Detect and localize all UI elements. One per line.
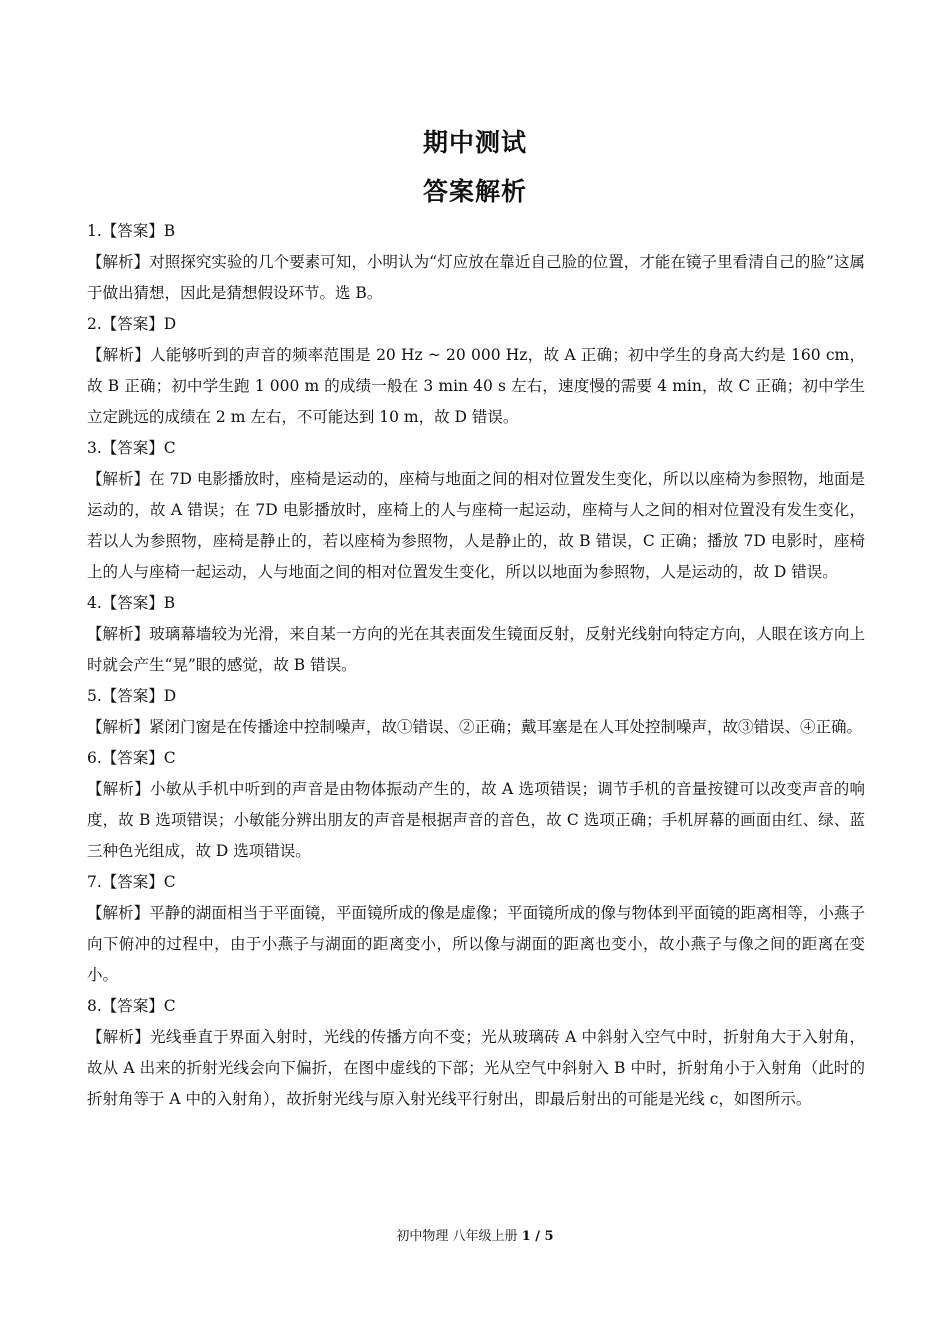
question-block bbox=[87, 681, 865, 743]
question-block bbox=[87, 743, 865, 867]
question-block bbox=[87, 867, 865, 991]
answer-line: 1.【答案】B bbox=[87, 222, 176, 240]
answer-line: 8.【答案】C bbox=[87, 997, 176, 1015]
question-block bbox=[87, 991, 865, 1115]
analysis-text: 【解析】平静的湖面相当于平面镜，平面镜所成的像是虚像；平面镜所成的像与物体到平面镜的距离相等，小燕子向下俯冲的过程中，由于小燕子与湖面的距离变小，所以像与湖面的距离也变小，故小燕子与像之间的距离在变小。 bbox=[87, 904, 865, 984]
question-block bbox=[87, 216, 865, 309]
page-number: 1 / 5 bbox=[521, 1229, 554, 1244]
answer-line: 2.【答案】D bbox=[87, 315, 177, 333]
page-title: 期中测试 bbox=[422, 128, 527, 157]
question-block bbox=[87, 309, 865, 433]
analysis-text: 【解析】人能够听到的声音的频率范围是 20 Hz ~ 20 000 Hz，故 A 正确；初中学生的身高大约是 160 cm，故 B 正确；初中学生跑 1 000 m 的成绩一般在 3 min 40 s 左右，速度慢的需要 4 min，故 C 正确；初中学生立定跳远的成绩在 2 m 左右，不可能达到 10 m，故 D 错误。 bbox=[87, 346, 865, 426]
question-block bbox=[87, 588, 865, 681]
analysis-text: 【解析】紧闭门窗是在传播途中控制噪声，故①错误、②正确；戴耳塞是在人耳处控制噪声，故③错误、④正确。 bbox=[87, 718, 863, 736]
analysis-text: 【解析】光线垂直于界面入射时，光线的传播方向不变；光从玻璃砖 A 中斜射入空气中时，折射角大于入射角，故从 A 出来的折射光线会向下偏折，在图中虚线的下部；光从空气中斜射入 B 中时，折射角小于入射角（此时的折射角等于 A 中的入射角），故折射光线与原入射光线平行射出，即最后射出的可能是光线 c，如图所示。 bbox=[87, 1028, 865, 1108]
analysis-text: 【解析】小敏从手机中听到的声音是由物体振动产生的，故 A 选项错误；调节手机的音量按键可以改变声音的响度，故 B 选项错误；小敏能分辨出朋友的声音是根据声音的音色，故 C 选项正确；手机屏幕的画面由红、绿、蓝三种色光组成，故 D 选项错误。 bbox=[87, 780, 865, 860]
analysis-text: 【解析】在 7D 电影播放时，座椅是运动的，座椅与地面之间的相对位置发生变化，所以以座椅为参照物，地面是运动的，故 A 错误；在 7D 电影播放时，座椅上的人与座椅一起运动，座椅与人之间的相对位置没有发生变化，若以人为参照物，座椅是静止的，若以座椅为参照物，人是静止的，故 B 错误，C 正确；播放 7D 电影时，座椅上的人与座椅一起运动，人与地面之间的相对位置发生变化，所以以地面为参照物，人是运动的，故 D 错误。 bbox=[87, 470, 865, 581]
analysis-text: 【解析】对照探究实验的几个要素可知，小明认为“灯应放在靠近自己脸的位置，才能在镜子里看清自己的脸”这属于做出猜想，因此是猜想假设环节。选 B。 bbox=[87, 253, 865, 302]
answer-list bbox=[87, 216, 865, 1115]
page-subtitle: 答案解析 bbox=[422, 177, 527, 206]
answer-line: 6.【答案】C bbox=[87, 749, 176, 767]
answer-line: 5.【答案】D bbox=[87, 687, 177, 705]
answer-line: 7.【答案】C bbox=[87, 873, 176, 891]
answer-line: 3.【答案】C bbox=[87, 439, 176, 457]
answer-line: 4.【答案】B bbox=[87, 594, 176, 612]
footer-course: 初中物理 八年级上册 bbox=[396, 1229, 518, 1244]
question-block bbox=[87, 433, 865, 588]
analysis-text: 【解析】玻璃幕墙较为光滑，来自某一方向的光在其表面发生镜面反射，反射光线射向特定方向，人眼在该方向上时就会产生“晃”眼的感觉，故 B 错误。 bbox=[87, 625, 865, 674]
page-footer bbox=[0, 1225, 950, 1244]
